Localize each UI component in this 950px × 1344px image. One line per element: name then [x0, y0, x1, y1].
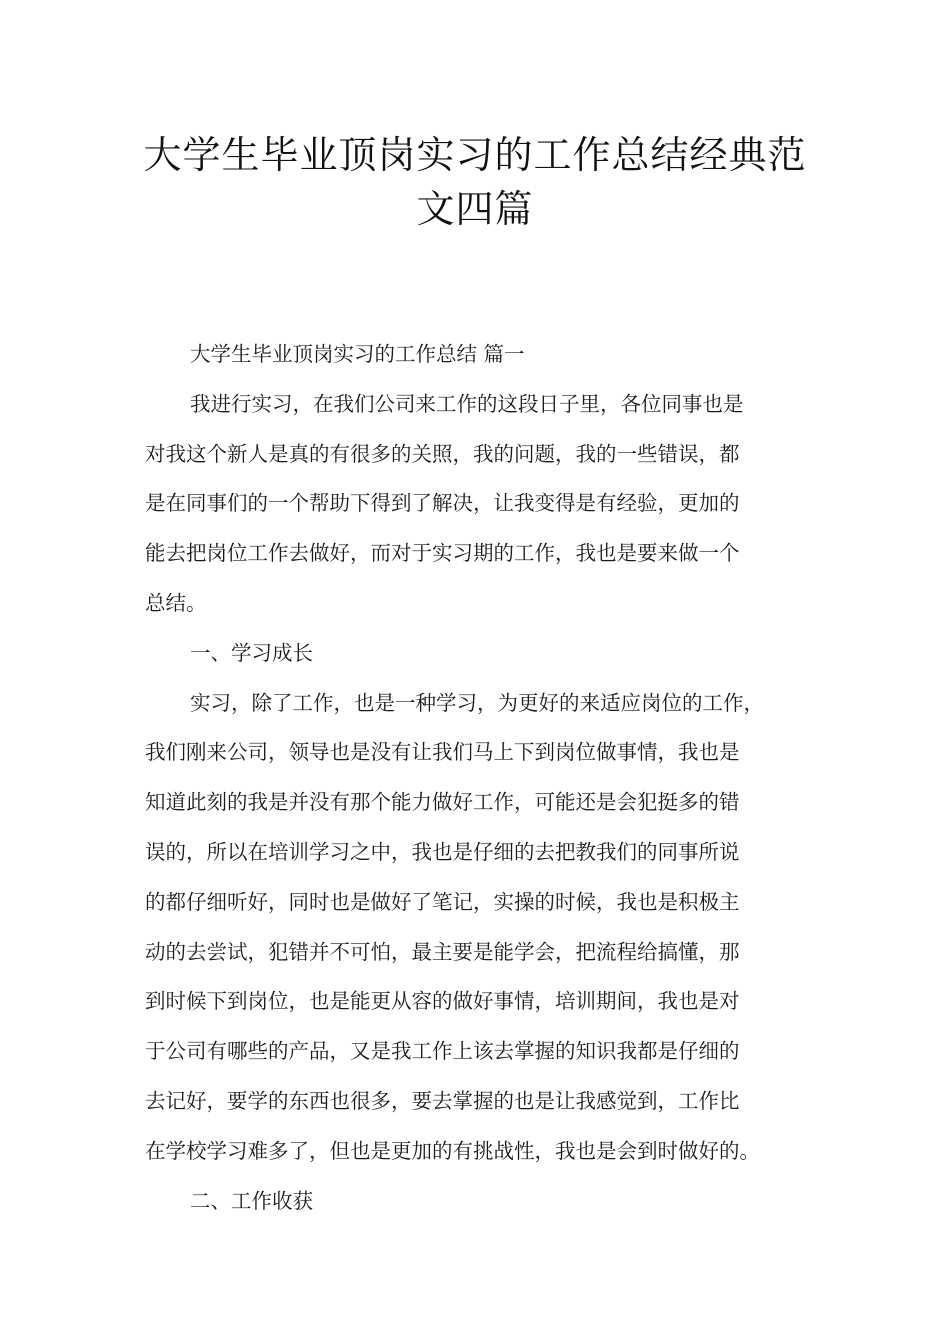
paragraph-1 — [145, 380, 810, 629]
paragraph-2-line: 动的去尝试，犯错并不可怕，最主要是能学会，把流程给搞懂，那 — [145, 939, 740, 964]
paragraph-2-line: 在学校学习难多了，但也是更加的有挑战性，我也是会到时做好的。 — [145, 1138, 760, 1163]
paragraph-2-line: 实习，除了工作，也是一种学习，为更好的来适应岗位的工作， — [190, 690, 764, 715]
subheading-work-gains: 二、工作收获 — [190, 1188, 313, 1213]
paragraph-2-line: 的都仔细听好，同时也是做好了笔记，实操的时候，我也是积极主 — [145, 889, 740, 914]
paragraph-2-line: 误的，所以在培训学习之中，我也是仔细的去把教我们的同事所说 — [145, 839, 740, 864]
document-body — [145, 330, 810, 1226]
paragraph-1-line: 是在同事们的一个帮助下得到了解决，让我变得是有经验，更加的 — [145, 491, 740, 516]
paragraph-2-line: 我们刚来公司，领导也是没有让我们马上下到岗位做事情，我也是 — [145, 740, 740, 765]
subheading-learning-growth: 一、学习成长 — [190, 640, 313, 665]
title-line-1: 大学生毕业顶岗实习的工作总结经典范 — [143, 133, 807, 177]
paragraph-1-line: 我进行实习，在我们公司来工作的这段日子里，各位同事也是 — [190, 391, 744, 416]
paragraph-2-line: 于公司有哪些的产品，又是我工作上该去掌握的知识我都是仔细的 — [145, 1039, 740, 1064]
section-heading: 大学生毕业顶岗实习的工作总结 篇一 — [190, 342, 525, 366]
document-title — [140, 128, 810, 236]
paragraph-2-line: 到时候下到岗位，也是能更从容的做好事情，培训期间，我也是对 — [145, 989, 740, 1014]
paragraph-2 — [145, 679, 810, 1177]
title-line-2: 文四篇 — [416, 187, 534, 231]
paragraph-2-line: 知道此刻的我是并没有那个能力做好工作，可能还是会犯挺多的错 — [145, 790, 740, 815]
paragraph-1-line: 能去把岗位工作去做好，而对于实习期的工作，我也是要来做一个 — [145, 541, 740, 566]
paragraph-2-line: 去记好，要学的东西也很多，要去掌握的也是让我感觉到，工作比 — [145, 1088, 740, 1113]
paragraph-1-line: 总结。 — [145, 590, 207, 615]
paragraph-1-line: 对我这个新人是真的有很多的关照，我的问题，我的一些错误，都 — [145, 441, 740, 466]
